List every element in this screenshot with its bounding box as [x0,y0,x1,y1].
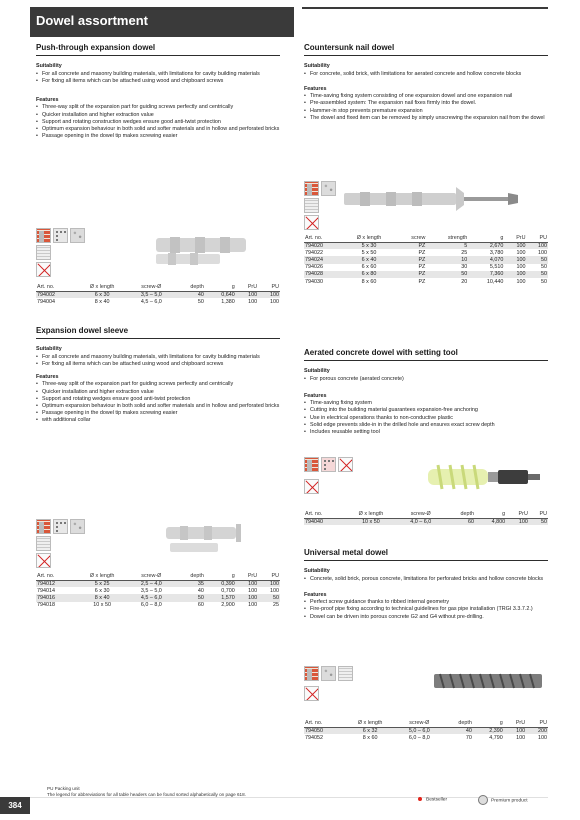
cell: 100 [258,580,280,587]
cell: 50 [258,594,280,601]
list-item: • For all concrete and masonry building materials, with limitations for cavity building materials [36,354,280,361]
col-header: depth [174,284,205,291]
features-heading: Features [304,392,327,399]
cell: PZ [395,271,426,278]
suitability-heading: Suitability [36,346,62,352]
section-title: Universal metal dowel [304,548,548,561]
cell: 5,510 [489,264,504,271]
col-header: PrU [236,573,258,580]
table-metal [304,720,548,741]
list-item: • Concrete, solid brick, porous concrete, limitations for perforated bricks and hollow concrete blocks [304,576,548,583]
premium-badge-icon [478,795,488,805]
cell: 6,0 – 8,0 [140,602,162,609]
col-header: PU [526,235,548,242]
hollow-brick-icon [53,228,68,243]
table-row [304,518,548,525]
col-header: depth [442,720,473,727]
cell: 4,5 – 6,0 [129,594,175,601]
table-row [36,291,280,298]
table-row [304,734,548,741]
section-title: Aerated concrete dowel with setting tool [304,348,548,361]
suitability-heading: Suitability [304,63,330,69]
table-row [304,264,548,271]
list-item: • For porous concrete (aerated concrete) [304,376,548,383]
cell: 794002 [36,291,76,298]
cell: 794024 [304,256,343,263]
list-item: • For concrete, solid brick, with limitations for aerated concrete and hollow concrete blocks [304,71,548,78]
cell: 2,670 [468,242,504,249]
not-suitable-icon [304,479,319,494]
features-heading: Features [36,373,59,380]
features-list [36,104,280,140]
cell: 5,0 – 6,0 [397,727,443,734]
cell: 40 [174,291,205,298]
cell: 1,380 [221,298,235,305]
features-list [304,400,548,436]
cell: 8 x 40 [76,594,129,601]
cell: 6 x 32 [344,727,397,734]
col-header: g [205,573,236,580]
not-suitable-icon [304,215,319,230]
col-header: Ø x length [76,284,129,291]
cell: 100 [248,602,258,609]
cell: 100 [504,242,526,249]
cell: 10 x 50 [344,518,397,525]
page-title: Dowel assortment [36,13,148,28]
not-suitable-icon [338,457,353,472]
col-header: Art. no. [304,511,344,518]
cell: 794030 [305,278,323,285]
hollow-brick-icon [321,457,336,472]
aerated-block-icon [304,198,319,213]
cell: 4,070 [468,256,504,263]
cell: PZ [418,249,426,256]
table-row [304,727,548,734]
hollow-brick-icon [53,519,68,534]
cell: 794016 [36,594,76,601]
product-image-push-through [150,228,280,270]
section-aerated [304,348,548,436]
cell: 0,390 [205,580,236,587]
list-item: • Three-way split of the expansion part for guiding screws perfectly and centrically [36,381,280,388]
col-header: g [468,235,504,242]
list-item: • Passage opening in the dowel tip makes screwing easier [36,133,280,140]
cell: 50 [526,256,548,263]
cell: 100 [270,298,279,305]
col-header: g [475,511,506,518]
cell: 100 [504,727,526,734]
table-row [304,278,548,285]
cell: 794028 [304,271,343,278]
legend-label: Bestseller [426,797,448,803]
cell: 100 [526,242,548,249]
table-row [304,271,548,278]
cell: 8 x 40 [94,298,110,305]
cell: 25 [273,602,279,609]
cell: 50 [197,298,204,305]
list-item: • Use in electrical operations thanks to non-conductive plastic [304,415,548,422]
brick-icon [36,519,51,534]
cell: 2,900 [221,602,235,609]
cell: 40 [442,727,473,734]
suitability-list [304,576,548,583]
features-heading: Features [304,85,327,92]
cell: 10,440 [486,278,504,285]
cell: 4,800 [475,518,506,525]
bestseller-dot-icon [418,797,422,801]
cell: 100 [506,518,529,525]
cell: 794020 [304,242,343,249]
section-title: Countersunk nail dowel [304,43,548,56]
cell: 4,0 – 6,0 [398,518,444,525]
cell: 6 x 60 [361,264,377,271]
list-item: • Perfect screw guidance thanks to ribbed internal geometry [304,599,548,606]
col-header: screw-Ø [398,511,444,518]
aerated-block-icon [338,666,353,681]
col-header: PU [529,511,548,518]
footer-line: The legend for abbreviations for all table headers can be found sorted alphabetically on page 618. [47,792,246,797]
list-item: • Passage opening in the dowel tip makes screwing easier [36,410,280,417]
not-suitable-icon [36,262,51,277]
col-header: screw-Ø [397,720,443,727]
cell: 6 x 80 [343,271,395,278]
list-item: • For fixing all items which can be attached using wood and chipboard screws [36,361,280,368]
cell: 50 [174,594,205,601]
col-header: screw-Ø [129,284,175,291]
features-heading: Features [304,591,327,598]
suitability-heading: Suitability [36,63,62,69]
col-header: PrU [504,720,526,727]
cell: 100 [236,291,258,298]
cell: 100 [538,249,547,256]
cell: PZ [418,278,426,285]
suitability-heading: Suitability [304,568,330,574]
cell: 50 [529,518,548,525]
suitability-list [36,354,280,368]
list-item: • Three-way split of the expansion part for guiding screws perfectly and centrically [36,104,280,111]
page-number: 384 [0,797,30,814]
cell: 0,700 [221,587,235,594]
concrete-icon [321,181,336,196]
table-row [36,298,280,305]
legend-bestseller [418,797,447,802]
cell: 3,780 [489,249,504,256]
col-header: strength [426,235,468,242]
brick-icon [304,457,319,472]
aerated-block-icon [36,536,51,551]
cell: 2,390 [473,727,504,734]
list-item: • Optimum expansion behaviour in both solid and softer materials and in hollow and perforated bricks [36,403,280,410]
cell: 6 x 30 [94,587,110,594]
list-item: • Hammer-in stop prevents premature expansion [304,108,548,115]
cell: 2,5 – 4,0 [129,580,175,587]
cell: 100 [258,291,280,298]
cell: 5 [426,242,468,249]
footer-line: PU Packing unit [47,786,80,791]
legend-premium [478,795,528,805]
cell: 10 x 50 [93,602,111,609]
col-header: g [205,284,236,291]
col-header: PrU [236,284,258,291]
cell: 100 [248,587,258,594]
table-row [304,249,548,256]
cell: 100 [236,594,258,601]
cell: 794050 [304,727,344,734]
features-list [36,381,280,424]
cell: 6,0 – 8,0 [408,734,430,741]
col-header: screw-Ø [129,573,175,580]
cell: PZ [395,256,426,263]
cell: 794014 [37,587,55,594]
cell: 5 x 25 [76,580,129,587]
cell: 5 x 30 [343,242,395,249]
cell: PZ [418,264,426,271]
col-header: g [473,720,504,727]
col-header: PrU [506,511,529,518]
list-item: • Quicker installation and higher extraction value [36,112,280,119]
col-header: Art. no. [36,284,76,291]
cell: 794004 [37,298,55,305]
cell: 70 [465,734,472,741]
table-row [304,256,548,263]
not-suitable-icon [36,553,51,568]
section-push-through [36,43,280,140]
features-list [304,599,548,621]
cell: 30 [461,264,468,271]
features-list [304,93,548,122]
list-item: • For all concrete and masonry building materials, with limitations for cavity building materials [36,71,280,78]
list-item: • Includes reusable setting tool [304,429,548,436]
concrete-icon [70,228,85,243]
list-item: • Time-saving fixing system consisting of one expansion dowel and one expansion nail [304,93,548,100]
col-header: PU [526,720,548,727]
brick-icon [304,666,319,681]
suitability-list [304,71,548,78]
cell: 50 [541,264,547,271]
product-image-sleeve [160,519,280,555]
table-row [36,602,280,609]
suitability-list [304,376,548,383]
aerated-block-icon [36,245,51,260]
brick-icon [304,181,319,196]
table-row [304,242,548,249]
cell: 20 [461,278,468,285]
suitability-list [36,71,280,85]
section-countersunk [304,43,548,122]
cell: 100 [516,249,526,256]
cell: 60 [444,518,475,525]
table-sleeve [36,573,280,609]
list-item: • Fire-proof pipe fixing according to technical guidelines for gas pipe installation (TRGI 3.3.7.2.) [304,606,548,613]
cell: 200 [526,727,548,734]
brick-icon [36,228,51,243]
list-item: • Quicker installation and higher extraction value [36,389,280,396]
col-header: Art. no. [304,720,344,727]
cell: 100 [270,587,279,594]
list-item: • Optimum expansion behaviour in both solid and softer materials and in hollow and perforated bricks [36,126,280,133]
list-item: • Support and rotating wedges ensure good anti-twist protection [36,396,280,403]
cell: 50 [526,271,548,278]
page-header-band [30,7,294,37]
cell: 794022 [305,249,323,256]
cell: 794018 [37,602,55,609]
cell: 10 [426,256,468,263]
cell: 1,570 [205,594,236,601]
col-header: Ø x length [76,573,129,580]
cell: 7,360 [468,271,504,278]
cell: 3,5 – 5,0 [129,291,175,298]
list-item: • Cutting into the building material guarantees expansion-free anchoring [304,407,548,414]
list-item: • Time-saving fixing system [304,400,548,407]
col-header: Ø x length [343,235,395,242]
col-header: screw [395,235,426,242]
col-header: depth [444,511,475,518]
cell: 5 x 50 [361,249,377,256]
cell: 0,640 [205,291,236,298]
cell: 4,790 [489,734,503,741]
cell: 50 [426,271,468,278]
cell: 8 x 60 [362,734,378,741]
table-countersunk [304,235,548,285]
cell: 100 [538,734,547,741]
cell: 794040 [304,518,344,525]
header-rule [302,7,548,9]
cell: PZ [395,242,426,249]
cell: 100 [516,264,526,271]
section-metal [304,548,548,621]
table-aerated [304,511,548,525]
product-image-aerated [424,457,548,497]
col-header: PrU [504,235,526,242]
list-item: • Pre-assembled system: The expansion nail fixes firmly into the dowel. [304,100,548,107]
cell: 794012 [36,580,76,587]
features-heading: Features [36,96,59,103]
legend-label: Premium product [491,798,528,804]
col-header: PU [258,284,280,291]
table-row [36,587,280,594]
cell: 3,5 – 5,0 [140,587,162,594]
col-header: depth [174,573,205,580]
col-header: PU [258,573,280,580]
cell: 6 x 40 [343,256,395,263]
cell: 794052 [305,734,323,741]
list-item: • with additional collar [36,417,280,424]
list-item: • The dowel and fixed item can be removed by simply unscrewing the expansion nail from the dowel [304,115,548,122]
section-title: Push-through expansion dowel [36,43,280,56]
list-item: • Support and rotating construction wedges ensure good anti-twist protection [36,119,280,126]
cell: 50 [541,278,547,285]
col-header: Ø x length [344,720,397,727]
concrete-icon [321,666,336,681]
cell: 8 x 60 [361,278,377,285]
cell: 60 [197,602,204,609]
cell: 100 [248,298,258,305]
col-header: Art. no. [36,573,76,580]
cell: 100 [504,271,526,278]
list-item: • For fixing all items which can be attached using wood and chipboard screws [36,78,280,85]
list-item: • Solid edge prevents slide-in in the drilled hole and ensures exact screw depth [304,422,548,429]
product-image-countersunk [340,181,548,217]
cell: 40 [197,587,204,594]
section-sleeve [36,326,280,425]
cell: 794026 [305,264,323,271]
cell: 100 [516,278,526,285]
cell: 100 [516,734,526,741]
col-header: Art. no. [304,235,343,242]
cell: 100 [504,256,526,263]
cell: 25 [461,249,468,256]
cell: 4,5 – 6,0 [140,298,162,305]
cell: 100 [236,580,258,587]
product-image-metal [430,670,548,692]
table-push-through [36,284,280,305]
footer-rule [30,797,548,798]
concrete-icon [70,519,85,534]
table-row [36,594,280,601]
table-row [36,580,280,587]
cell: 35 [174,580,205,587]
col-header: Ø x length [344,511,397,518]
cell: 6 x 30 [76,291,129,298]
section-title: Expansion dowel sleeve [36,326,280,339]
suitability-heading: Suitability [304,368,330,374]
not-suitable-icon [304,686,319,701]
list-item: • Dowel can be driven into porous concrete G2 and G4 without pre-drilling. [304,614,548,621]
